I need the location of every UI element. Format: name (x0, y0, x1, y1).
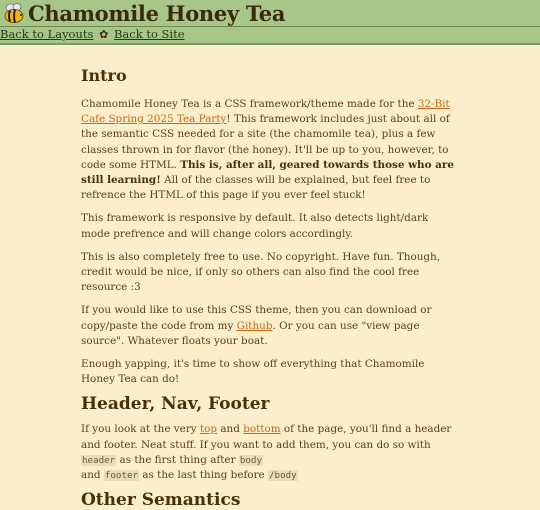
hnf-paragraph (81, 422, 459, 483)
intro-text: ! This framework includes just about all of the semantic CSS needed for a site (the chamomile tea), plus a few classes thrown in for flavor (the honey). It'll be up to you, however, to code some HTML. (81, 113, 450, 171)
intro-paragraph-3: This is also completely free to use. No copyright. Have fun. Though, credit would be nice, if only so others can also find the cool free resource :3 (81, 250, 441, 294)
hnf-text: as the last thing before (139, 469, 268, 482)
intro-text: . Or you can use "view page source". Whatever floats your boat. (81, 319, 420, 347)
intro-heading: Intro (81, 66, 127, 85)
intro-bold-text: This is, after all, geared towards those who are still learning! (81, 158, 454, 187)
code-endbody: /body (269, 470, 297, 482)
back-to-layouts-link[interactable]: Back to Layouts (0, 27, 94, 41)
flower-icon: ✿ (99, 28, 109, 41)
hnf-text: and (81, 469, 104, 482)
code-footer: footer (104, 470, 139, 482)
code-header: header (82, 454, 116, 466)
bee-icon (2, 2, 26, 24)
other-semantics-heading: Other Semantics (81, 490, 241, 510)
intro-paragraph-4 (81, 303, 459, 349)
main-content (81, 45, 459, 509)
back-to-site-link[interactable]: Back to Site (113, 27, 185, 41)
hnf-text: and (217, 423, 244, 436)
top-link[interactable]: top (199, 423, 218, 436)
header-nav-footer-heading: Header, Nav, Footer (81, 394, 270, 415)
site-title: Chamomile Honey Tea (28, 0, 286, 26)
intro-text: If you would like to use this CSS theme, then you can download or copy/paste the code from my (81, 304, 432, 332)
hnf-text: of the page, you'll find a header and footer. Neat stuff. If you want to add them, you can do so with (81, 423, 452, 451)
intro-text: Chamomile Honey Tea is a CSS framework/theme made for the (81, 98, 418, 110)
intro-text: All of the classes will be explained, but feel free to refrence the HTML of this page if you ever feel stuck! (81, 174, 431, 202)
hnf-text: If you look at the very (81, 423, 200, 436)
code-body: body (239, 454, 262, 466)
github-link[interactable]: Github (236, 319, 273, 332)
intro-paragraph-5: Enough yapping, it's time to show off everything that Chamomile Honey Tea can do! (81, 358, 425, 386)
bottom-link[interactable]: bottom (243, 423, 281, 436)
hnf-text: as the first thing after (116, 453, 239, 466)
site-header (0, 0, 540, 27)
tea-party-link[interactable]: 32-Bit Cafe Spring 2025 Tea Party (81, 98, 450, 126)
intro-paragraph-1 (81, 97, 459, 203)
nav-bar (0, 27, 540, 45)
intro-paragraph-2: This framework is responsive by default. It also detects light/dark mode prefrence and will change colors accordingly. (81, 212, 429, 240)
